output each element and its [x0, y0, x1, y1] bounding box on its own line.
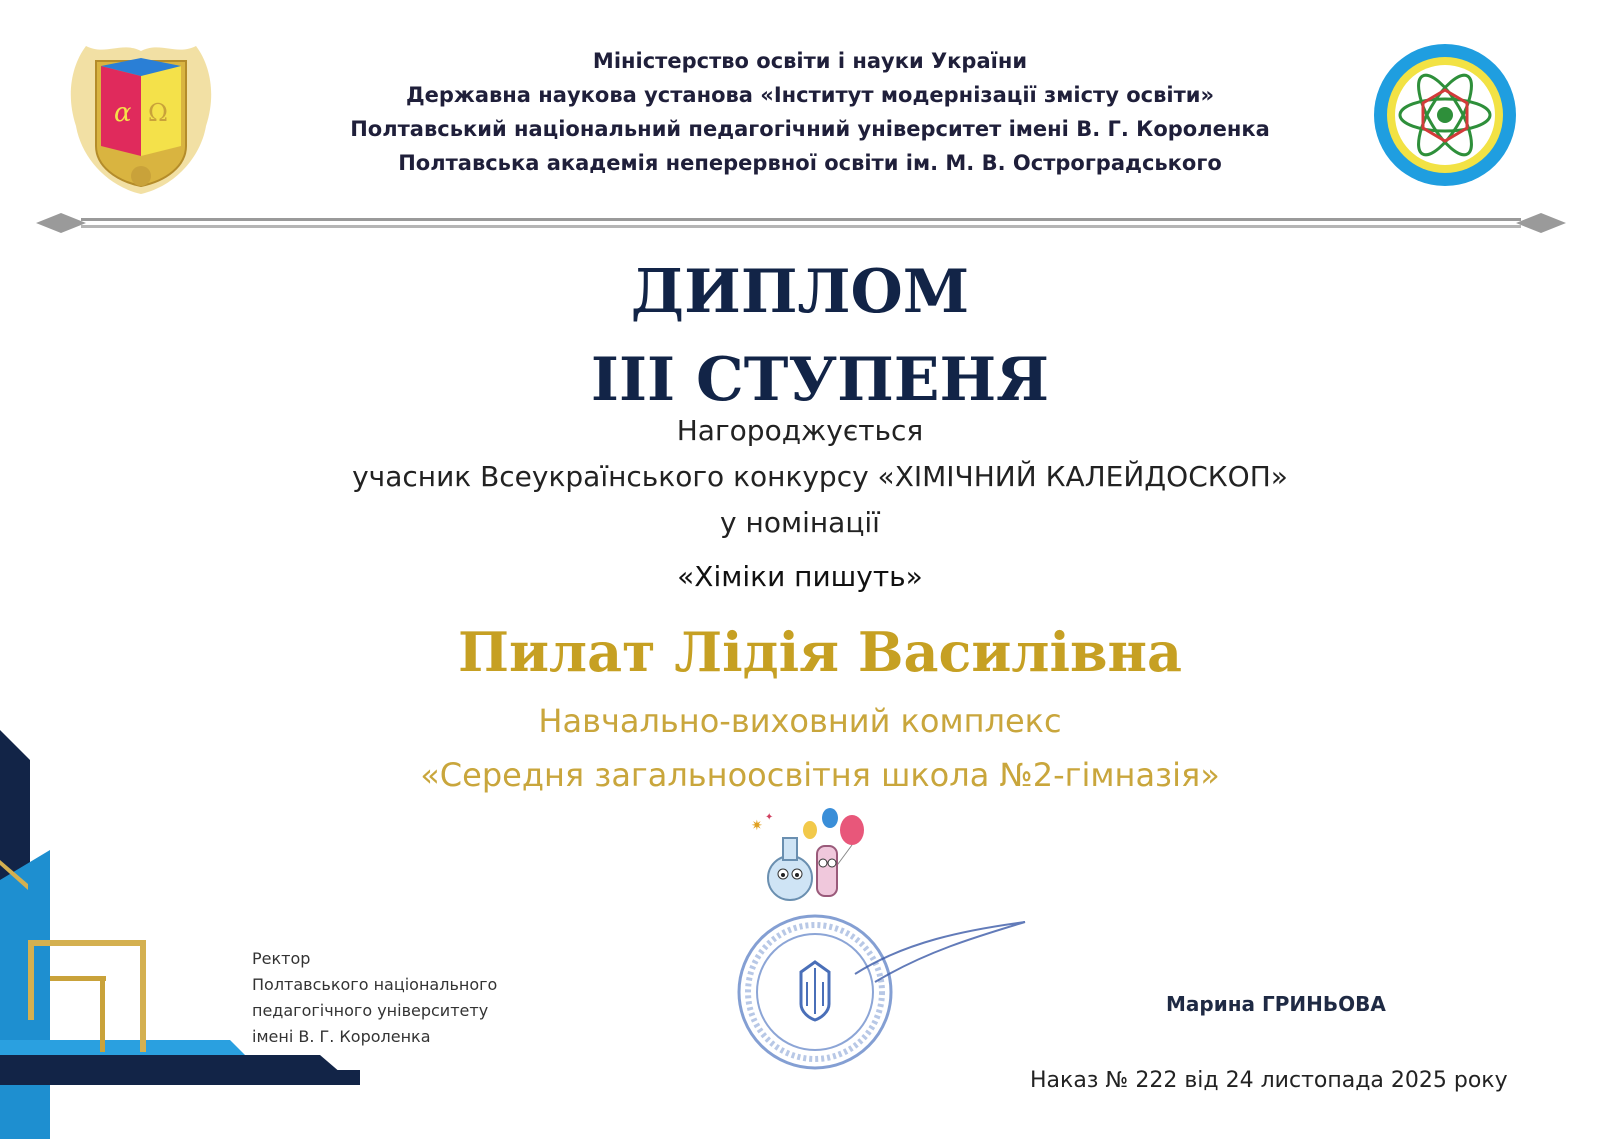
header-line-institute: Державна наукова установа «Інститут модернізації змісту освіти»	[405, 83, 1215, 107]
chemistry-flask-mascots-icon	[745, 808, 875, 908]
rector-line-university-2: педагогічного університету	[252, 1001, 489, 1020]
official-stamp-icon	[735, 912, 1035, 1072]
header-block	[0, 44, 1600, 180]
svg-text:α: α	[114, 98, 132, 128]
institution-line-2: «Середня загальноосвітня школа №2-гімназія»	[420, 756, 1220, 794]
svg-text:✦: ✦	[765, 812, 774, 823]
svg-text:Ω: Ω	[148, 99, 168, 127]
diploma-degree: ІІІ СТУПЕНЯ	[590, 345, 1050, 415]
recipient-name: Пилат Лідія Василівна	[457, 620, 1183, 684]
rector-line-university-1: Полтавського національного	[252, 975, 498, 994]
header-line-academy: Полтавська академія неперервної освіти ім. М. В. Остроградського	[398, 151, 1222, 175]
header-line-ministry: Міністерство освіти і науки України	[592, 49, 1028, 73]
rector-line-title: Ректор	[252, 949, 311, 968]
header-divider	[36, 208, 1566, 238]
header-line-university: Полтавський національний педагогічний університет імені В. Г. Короленка	[350, 117, 1270, 141]
nomination-title: «Хіміки пишуть»	[677, 560, 923, 593]
signer-name: Марина ГРИНЬОВА	[1166, 992, 1386, 1016]
rector-line-university-3: імені В. Г. Короленка	[252, 1027, 431, 1046]
rector-block	[252, 946, 497, 1050]
awarded-label: Нагороджується	[676, 414, 924, 447]
institution-line-1: Навчально-виховний комплекс	[538, 702, 1062, 740]
order-reference: Наказ № 222 від 24 листопада 2025 року	[1030, 1068, 1508, 1093]
nomination-label: у номінації	[720, 506, 880, 539]
diploma-title: ДИПЛОМ	[630, 257, 970, 327]
participant-line: учасник Всеукраїнського конкурсу «ХІМІЧНИЙ КАЛЕЙДОСКОП»	[352, 460, 1288, 493]
svg-text:✷: ✷	[751, 818, 763, 834]
